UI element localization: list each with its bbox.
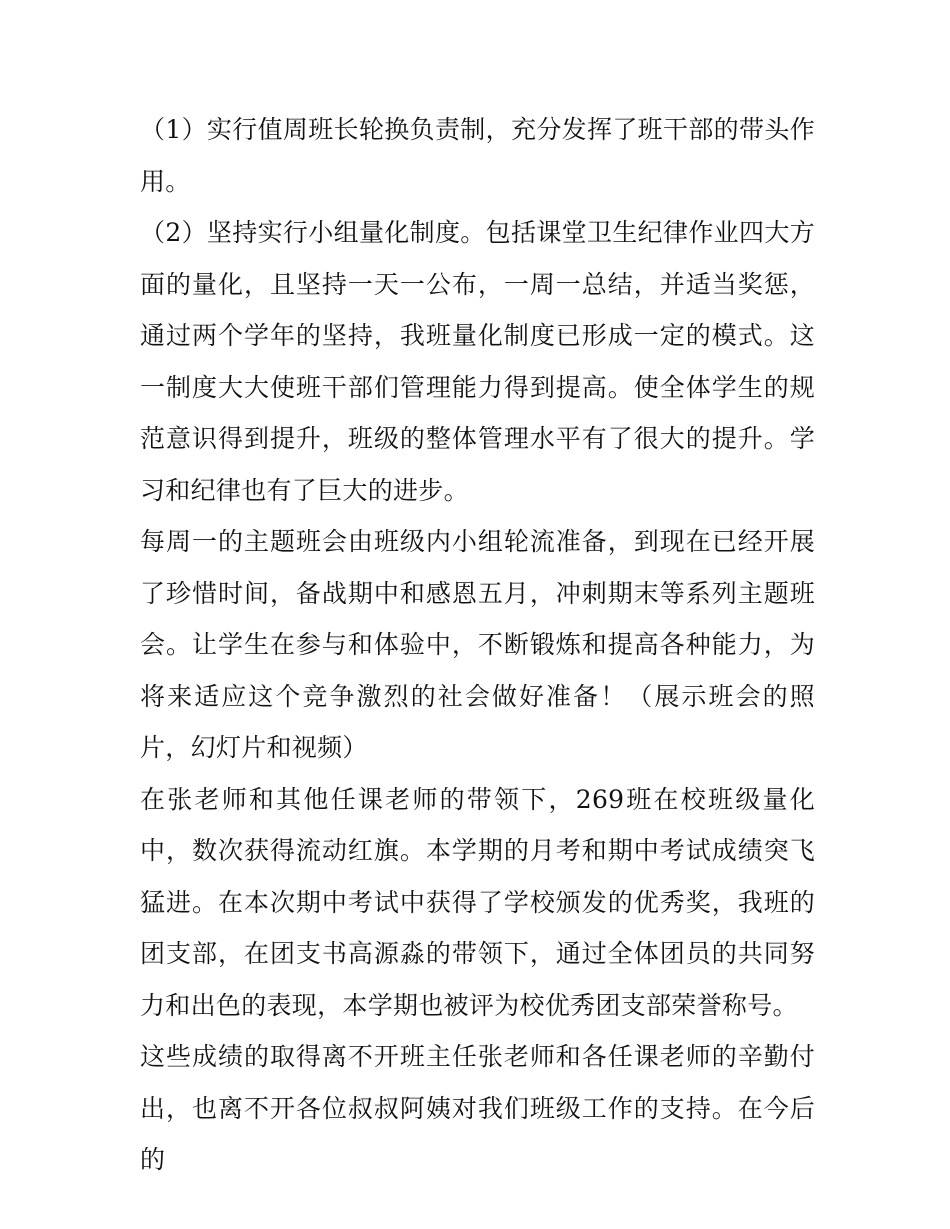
document-body — [140, 104, 815, 1186]
paragraph-achievements: 在张老师和其他任课老师的带领下，269班在校班级量化中，数次获得流动红旗。本学期的月考和期中考试成绩突飞猛进。在本次期中考试中获得了学校颁发的优秀奖，我班的团支部，在团支书高源淼的带领下，通过全体团员的共同努力和出色的表现，本学期也被评为校优秀团支部荣誉称号。 — [140, 784, 815, 1020]
paragraph-duty-monitor: （1）实行值周班长轮换负责制，充分发挥了班干部的带头作用。 — [140, 115, 815, 196]
paragraph-group-quantification: （2）坚持实行小组量化制度。包括课堂卫生纪律作业四大方面的量化，且坚持一天一公布，一周一总结，并适当奖惩，通过两个学年的坚持，我班量化制度已形成一定的模式。这一制度大大使班干部们管理能力得到提高。使全体学生的规范意识得到提升，班级的整体管理水平有了很大的提升。学习和纪律也有了巨大的进步。 — [140, 218, 815, 505]
paragraph-theme-class-meeting: 每周一的主题班会由班级内小组轮流准备，到现在已经开展了珍惜时间，备战期中和感恩五月，冲刺期末等系列主题班会。让学生在参与和体验中，不断锻炼和提高各种能力，为将来适应这个竞争激烈的社会做好准备！（展示班会的照片，幻灯片和视频） — [140, 527, 815, 762]
paragraph-acknowledgement: 这些成绩的取得离不开班主任张老师和各任课老师的辛勤付出，也离不开各位叔叔阿姨对我们班级工作的支持。在今后的 — [140, 1042, 815, 1174]
